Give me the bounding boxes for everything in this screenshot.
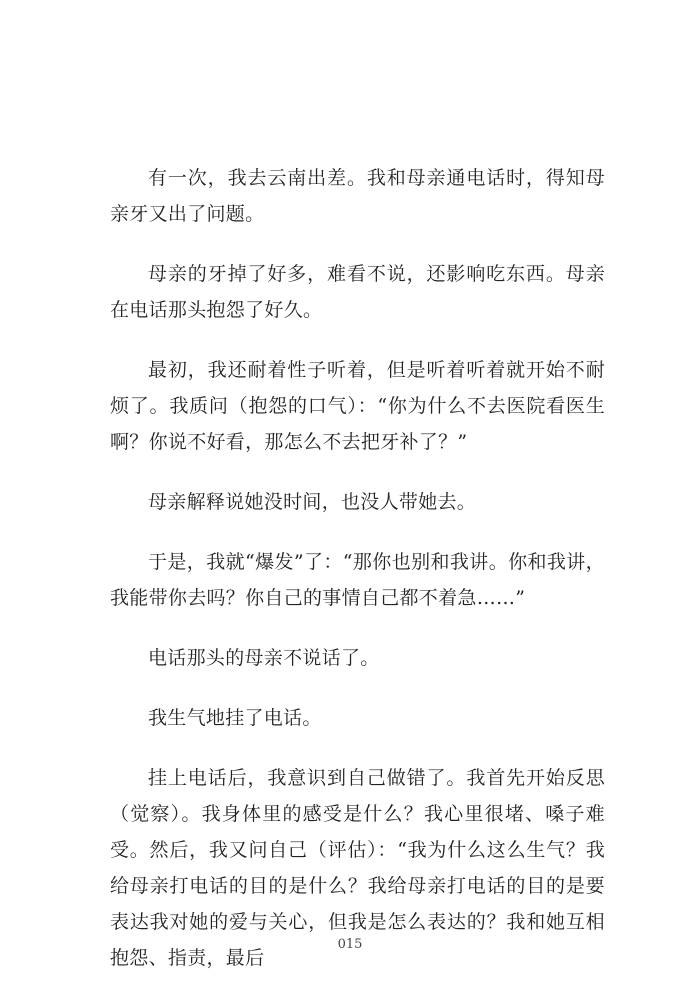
paragraph: 最初，我还耐着性子听着，但是听着听着就开始不耐烦了。我质问（抱怨的口气）：“你为什么不去医院看医生啊？你说不好看，那怎么不去把牙补了？” — [110, 359, 605, 453]
body-text — [110, 160, 605, 1000]
paragraph: 母亲的牙掉了好多，难看不说，还影响吃东西。母亲在电话那头抱怨了好久。 — [110, 263, 605, 321]
page-number: 015 — [337, 937, 363, 952]
paragraph: 母亲解释说她没时间，也没人带她去。 — [148, 491, 477, 513]
paragraph: 挂上电话后，我意识到自己做错了。我首先开始反思（觉察）。我身体里的感受是什么？我心里很堵、嗓子难受。然后，我又问自己（评估）：“我为什么这么生气？我给母亲打电话的目的是什么？我给母亲打电话的目的是要表达我对她的爱与关心，但我是怎么表达的？我和她互相抱怨、指责，最后 — [110, 767, 605, 969]
paragraph: 于是，我就“爆发”了：“那你也别和我讲。你和我讲，我能带你去吗？你自己的事情自己都不着急……” — [110, 551, 605, 609]
paragraph: 电话那头的母亲不说话了。 — [148, 647, 380, 669]
paragraph: 我生气地挂了电话。 — [148, 707, 322, 729]
paragraph: 有一次，我去云南出差。我和母亲通电话时，得知母亲牙又出了问题。 — [110, 167, 605, 225]
